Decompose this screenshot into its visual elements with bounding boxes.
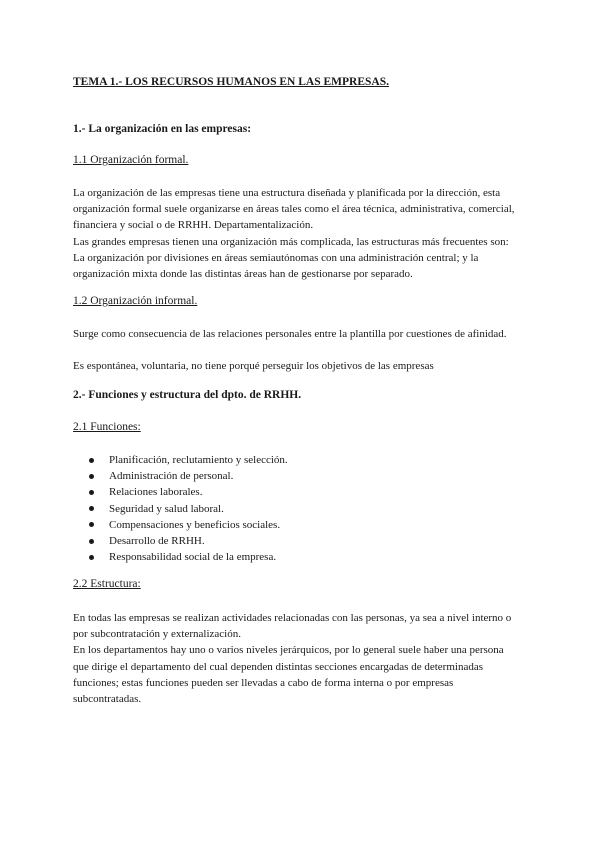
- text-line: organización formal suele organizarse en áreas tales como el área técnica, administrativa, comercial,: [73, 203, 515, 216]
- section-1-heading: 1.- La organización en las empresas:: [73, 123, 252, 135]
- text-line: Las grandes empresas tienen una organización más complicada, las estructuras más frecuentes son:: [73, 235, 509, 248]
- bullet-icon: [89, 522, 94, 527]
- list-item: [73, 468, 288, 484]
- list-item-text: Responsabilidad social de la empresa.: [109, 551, 277, 564]
- subsection-1-1-heading: 1.1 Organización formal.: [73, 154, 189, 166]
- text-line: subcontratadas.: [73, 693, 142, 706]
- subsection-2-1-heading: 2.1 Funciones:: [73, 421, 141, 433]
- subsection-2-2-heading: 2.2 Estructura:: [73, 578, 141, 590]
- text-line: por subcontratación y externalización.: [73, 628, 241, 641]
- list-item-text: Relaciones laborales.: [109, 486, 203, 499]
- list-item: [73, 533, 288, 549]
- bullet-icon: [89, 539, 94, 544]
- text-line: En los departamentos hay uno o varios niveles jerárquicos, por lo general suele haber una persona: [73, 644, 504, 657]
- bullet-icon: [89, 458, 94, 463]
- functions-list: [73, 452, 288, 565]
- document-title: TEMA 1.- LOS RECURSOS HUMANOS EN LAS EMPRESAS.: [73, 76, 389, 88]
- text-line: En todas las empresas se realizan actividades relacionadas con las personas, ya sea a nivel interno o: [73, 612, 512, 624]
- list-item-text: Compensaciones y beneficios sociales.: [109, 518, 281, 531]
- text-line: La organización por divisiones en áreas semiautónomas con una administración central; y la: [73, 251, 479, 264]
- list-item: [73, 517, 288, 533]
- list-item-text: Desarrollo de RRHH.: [109, 535, 205, 548]
- subsection-1-2-paragraph-1: Surge como consecuencia de las relaciones personales entre la plantilla por cuestiones de afinidad.: [73, 328, 507, 340]
- bullet-icon: [89, 506, 94, 511]
- list-item: [73, 452, 288, 468]
- text-line: organización mixta donde las distintas áreas han de gestionarse por separado.: [73, 268, 413, 281]
- list-item-text: Administración de personal.: [109, 470, 234, 483]
- subsection-2-2-text: [73, 610, 533, 707]
- bullet-icon: [89, 490, 94, 495]
- text-line: que dirige el departamento del cual dependen distintas secciones encargadas de determinadas: [73, 660, 483, 673]
- section-2-heading: 2.- Funciones y estructura del dpto. de RRHH.: [73, 389, 302, 401]
- list-item: [73, 549, 288, 565]
- list-item-text: Planificación, reclutamiento y selección.: [109, 454, 288, 466]
- list-item-text: Seguridad y salud laboral.: [109, 502, 224, 515]
- subsection-1-2-heading: 1.2 Organización informal.: [73, 295, 198, 307]
- bullet-icon: [89, 555, 94, 560]
- list-item: [73, 484, 288, 500]
- subsection-1-2-paragraph-2: Es espontánea, voluntaria, no tiene porqué perseguir los objetivos de las empresas: [73, 360, 434, 372]
- text-line: financiera y social o de RRHH. Departamentalización.: [73, 219, 314, 232]
- subsection-1-1-text: [73, 185, 533, 282]
- list-item: [73, 501, 288, 517]
- text-line: funciones; estas funciones pueden ser llevadas a cabo de forma interna o por empresas: [73, 676, 454, 689]
- bullet-icon: [89, 474, 94, 479]
- text-line: La organización de las empresas tiene una estructura diseñada y planificada por la dirección, esta: [73, 187, 501, 199]
